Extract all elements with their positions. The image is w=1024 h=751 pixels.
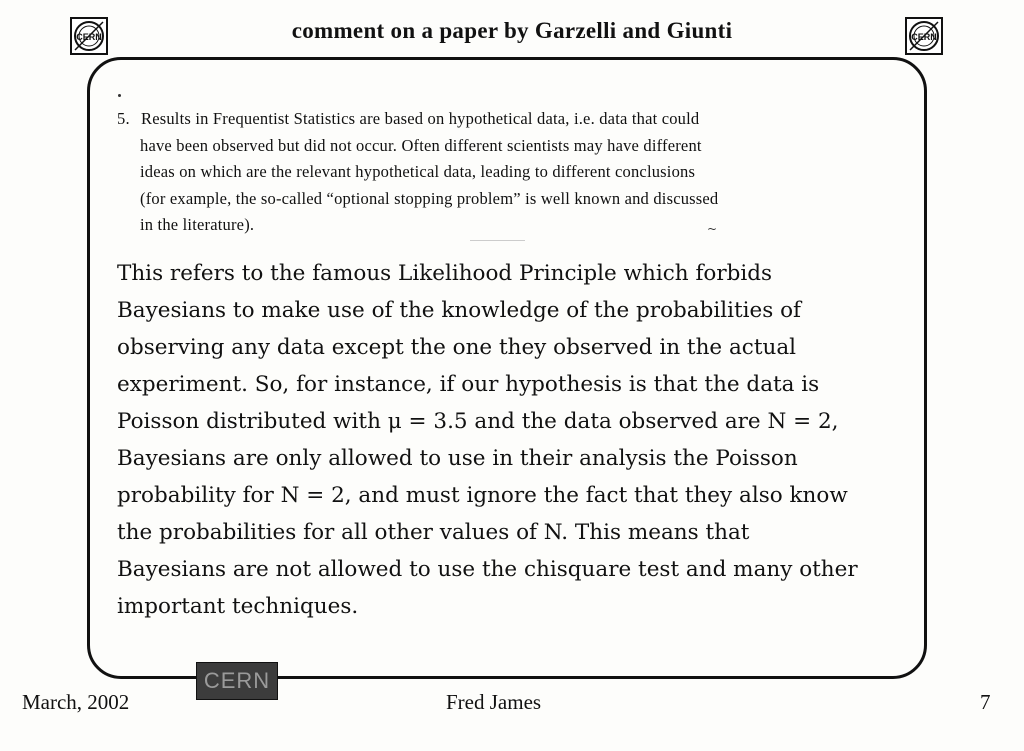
cern-logo-right-icon: [905, 17, 943, 55]
body-line: observing any data except the one they observed in the actual: [117, 335, 797, 360]
cern-badge: [196, 662, 278, 700]
body-line: important techniques.: [117, 594, 359, 619]
cern-badge-label: CERN: [203, 668, 271, 693]
speck: [118, 94, 121, 97]
body-line: This refers to the famous Likelihood Principle which forbids: [117, 261, 773, 286]
logo-right-text: CERN: [911, 32, 937, 42]
main-body-text: [117, 255, 907, 625]
body-line: experiment. So, for instance, if our hypothesis is that the data is: [117, 372, 820, 397]
quote-line: 5. Results in Frequentist Statistics are based on hypothetical data, i.e. data that could: [117, 106, 877, 133]
page-number: 7: [980, 690, 991, 714]
body-line: probability for N = 2, and must ignore the fact that they also know: [117, 483, 848, 508]
body-line: Bayesians to make use of the knowledge of the probabilities of: [117, 298, 802, 323]
quote-line: ideas on which are the relevant hypothetical data, leading to different conclusions: [140, 162, 696, 181]
body-line: the probabilities for all other values of N. This means that: [117, 520, 750, 545]
quote-line: (for example, the so-called “optional stopping problem” is well known and discussed: [140, 188, 719, 208]
quote-line: in the literature).: [140, 215, 255, 234]
squiggle-mark-icon: ~: [707, 222, 718, 236]
quote-line: have been observed but did not occur. Often different scientists may have different: [140, 135, 702, 155]
body-line: Poisson distributed with μ = 3.5 and the data observed are N = 2,: [117, 409, 839, 434]
footer-date: March, 2002: [22, 690, 130, 714]
cern-logo-left-icon: [70, 17, 108, 55]
page-title: comment on a paper by Garzelli and Giunti: [291, 18, 733, 43]
quote-number: 5.: [117, 109, 130, 128]
body-line: Bayesians are not allowed to use the chisquare test and many other: [117, 557, 858, 582]
logo-left-text: CERN: [76, 32, 102, 42]
footer-author: Fred James: [446, 690, 542, 714]
quoted-excerpt: [117, 106, 877, 239]
body-line: Bayesians are only allowed to use in their analysis the Poisson: [117, 446, 798, 471]
faint-rule: [470, 240, 525, 241]
